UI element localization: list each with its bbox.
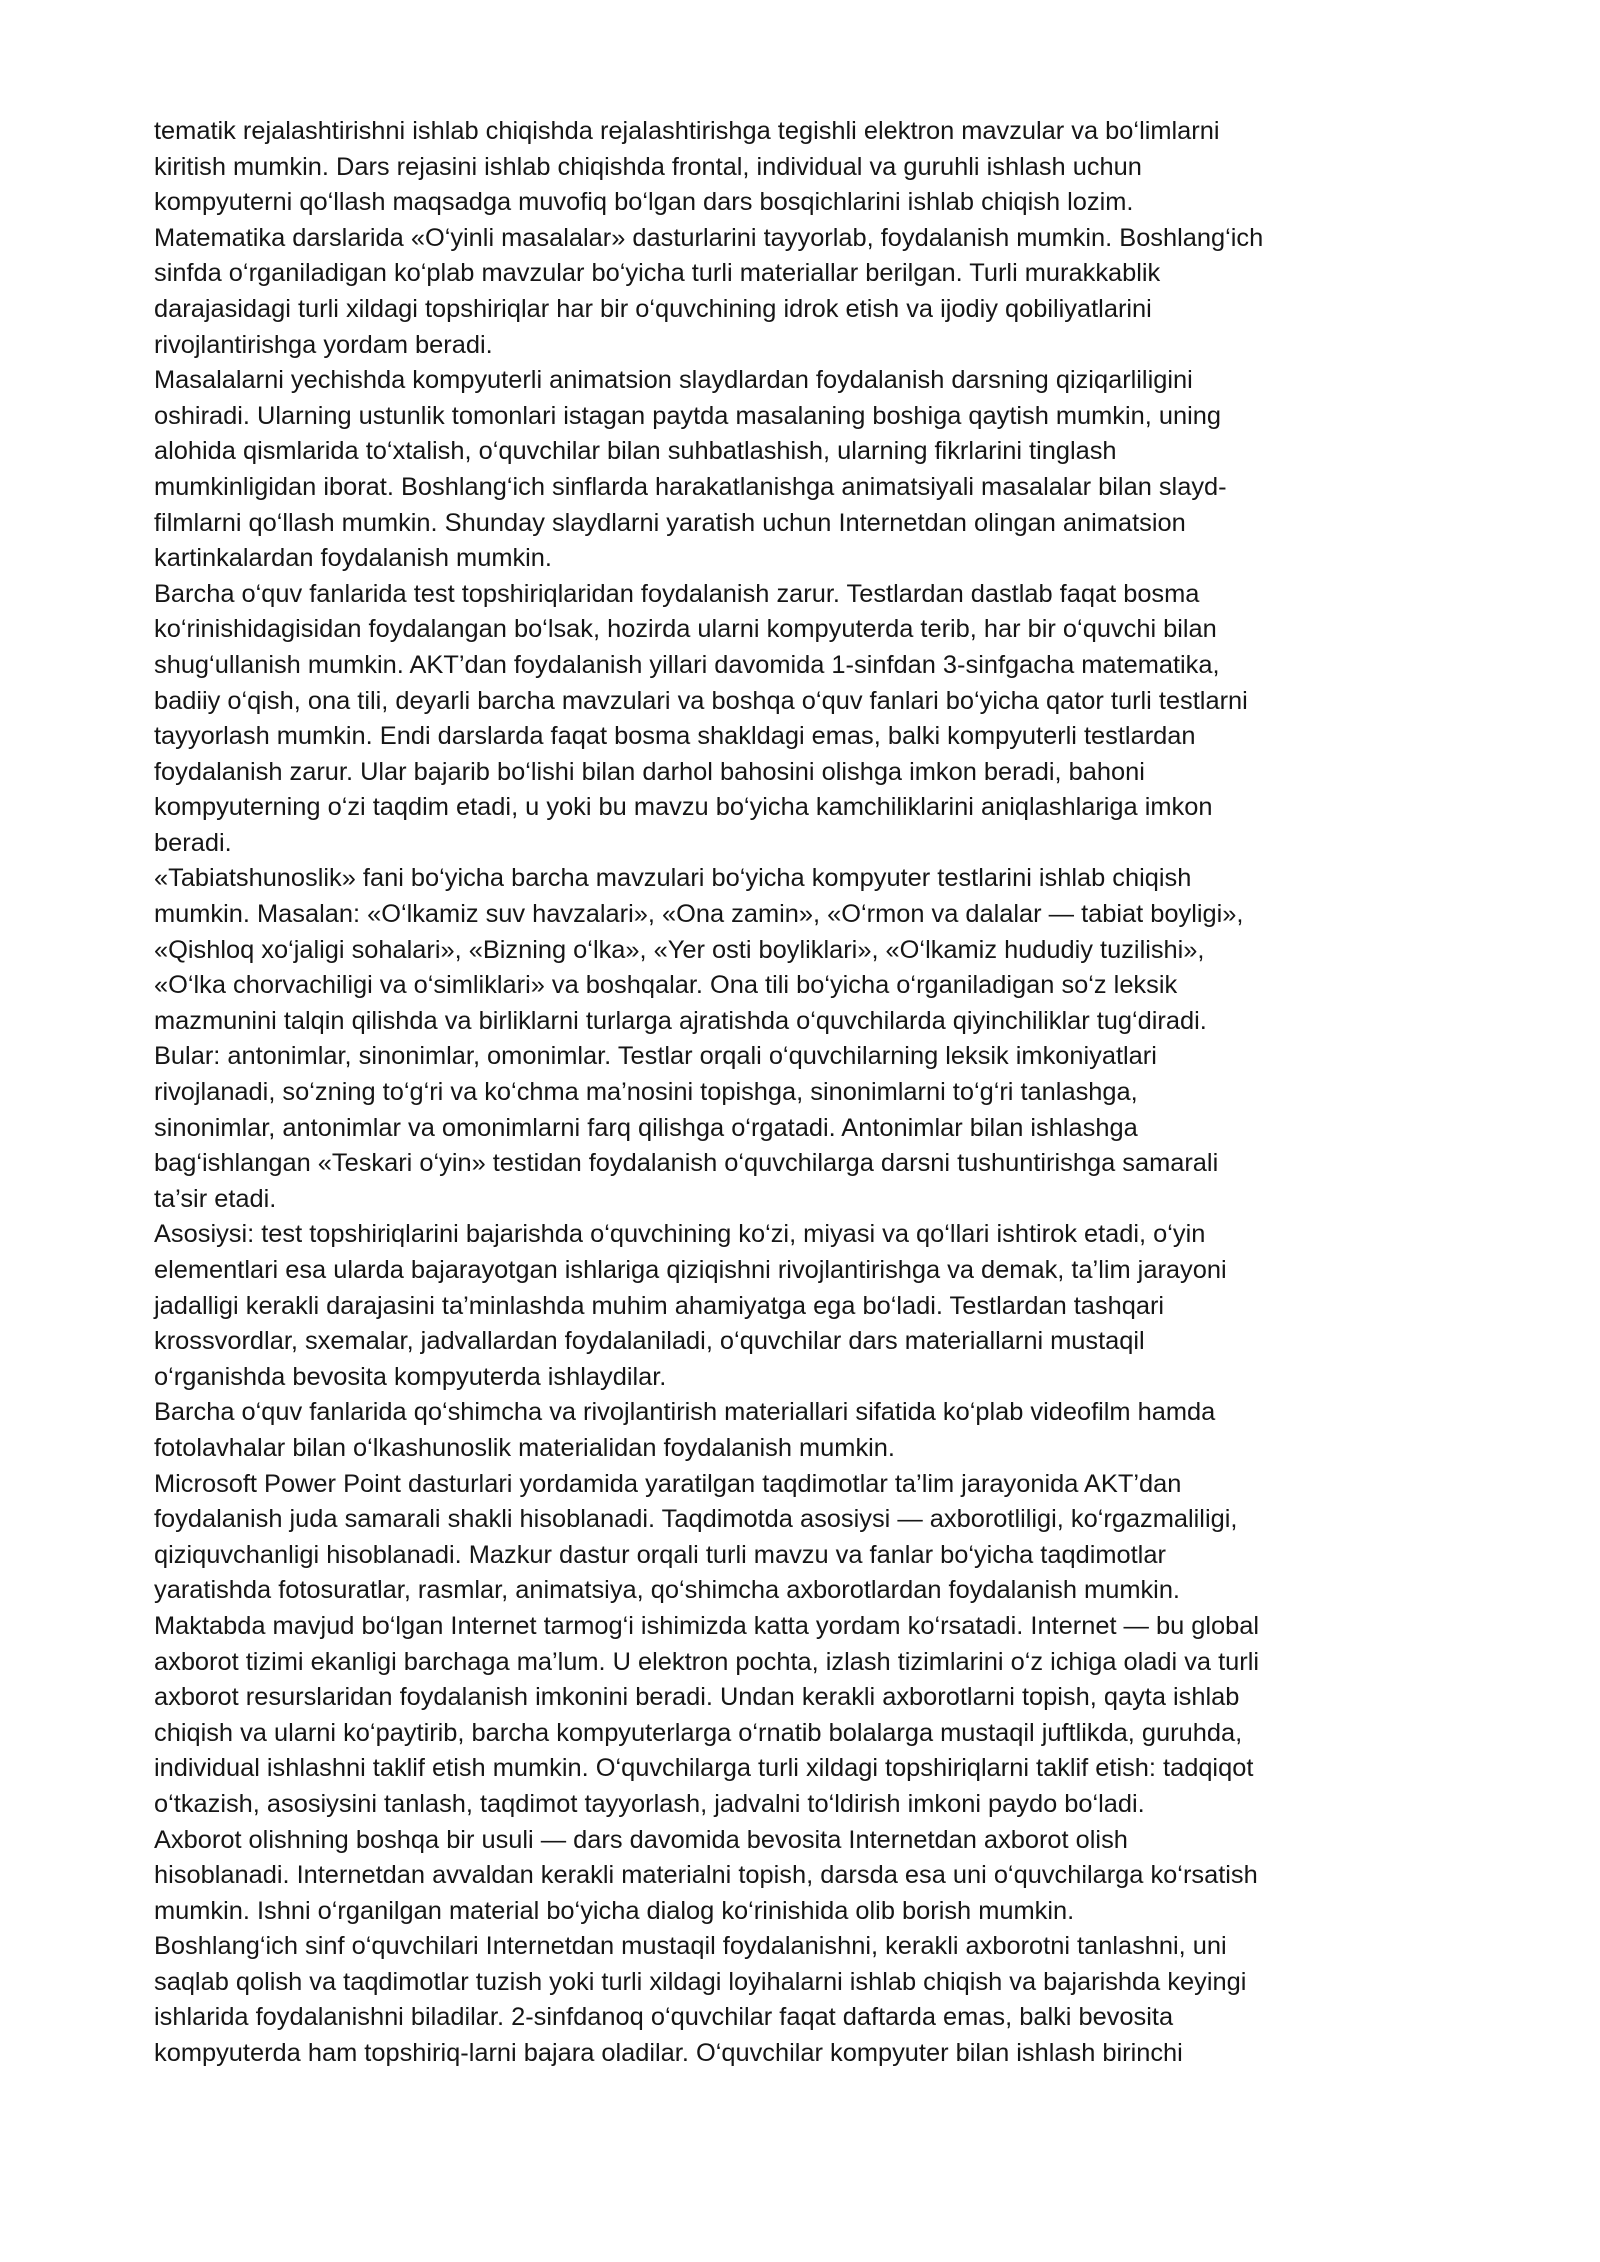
text-line: Matematika darslarida «O‘yinli masalalar» dasturlarini tayyorlab, foydalanish mumkin. Boshlang‘ich <box>154 223 1264 252</box>
text-line: mumkin. Ishni o‘rganilgan material bo‘yicha dialog ko‘rinishida olib borish mumkin. <box>154 1896 1075 1925</box>
text-line: o‘rganishda bevosita kompyuterda ishlaydilar. <box>154 1362 667 1391</box>
text-line: chiqish va ularni ko‘paytirib, barcha kompyuterlarga o‘rnatib bolalarga mustaqil juftlikda, guruhda, <box>154 1718 1243 1747</box>
text-line: rivojlantirishga yordam beradi. <box>154 330 493 359</box>
text-line: oshiradi. Ularning ustunlik tomonlari istagan paytda masalaning boshiga qaytish mumkin, uning <box>154 401 1222 430</box>
text-line: badiiy o‘qish, ona tili, deyarli barcha mavzulari va boshqa o‘quv fanlari bo‘yicha qator turli testlarni <box>154 686 1248 715</box>
text-line: Bular: antonimlar, sinonimlar, omonimlar. Testlar orqali o‘quvchilarning leksik imkoniyatlari <box>154 1042 1157 1071</box>
text-line: kartinkalardan foydalanish mumkin. <box>154 544 552 573</box>
text-line: axborot tizimi ekanligi barchaga ma’lum. U elektron pochta, izlash tizimlarini o‘z ichiga oladi va turli <box>154 1647 1259 1676</box>
text-line: Axborot olishning boshqa bir usuli — dars davomida bevosita Internetdan axborot olish <box>154 1825 1128 1854</box>
text-line: Barcha o‘quv fanlarida qo‘shimcha va rivojlantirish materiallari sifatida ko‘plab videofilm hamda <box>154 1398 1216 1427</box>
text-line: foydalanish zarur. Ular bajarib bo‘lishi bilan darhol bahosini olishga imkon beradi, bahoni <box>154 757 1145 786</box>
text-line: shug‘ullanish mumkin. AKT’dan foydalanish yillari davomida 1-sinfdan 3-sinfgacha matematika, <box>154 650 1220 679</box>
text-line: «Tabiatshunoslik» fani bo‘yicha barcha mavzulari bo‘yicha kompyuter testlarini ishlab chiqish <box>154 864 1192 893</box>
text-line: «O‘lka chorvachiligi va o‘simliklari» va boshqalar. Ona tili bo‘yicha o‘rganiladigan so‘z leksik <box>154 971 1178 1000</box>
text-line: darajasidagi turli xildagi topshiriqlar har bir o‘quvchining idrok etish va ijodiy qobiliyatlarini <box>154 294 1152 323</box>
text-line: mumkinligidan iborat. Boshlang‘ich sinflarda harakatlanishga animatsiyali masalalar bilan slayd- <box>154 472 1227 501</box>
text-line: tematik rejalashtirishni ishlab chiqishda rejalashtirishga tegishli elektron mavzular va bo‘limlarni <box>154 117 1220 145</box>
text-line: elementlari esa ularda bajarayotgan ishlariga qiziqishni rivojlantirishga va demak, ta’lim jarayoni <box>154 1256 1227 1284</box>
text-line: kiritish mumkin. Dars rejasini ishlab chiqishda frontal, individual va guruhli ishlash uchun <box>154 152 1142 181</box>
text-line: axborot resurslaridan foydalanish imkonini beradi. Undan kerakli axborotlarni topish, qayta ishlab <box>154 1683 1240 1712</box>
text-line: rivojlanadi, so‘zning to‘g‘ri va ko‘chma ma’nosini topishga, sinonimlarni to‘g‘ri tanlashga, <box>154 1078 1138 1107</box>
text-line: mumkin. Masalan: «O‘lkamiz suv havzalari», «Ona zamin», «O‘rmon va dalalar — tabiat boyligi», <box>154 900 1244 929</box>
text-line: ishlarida foydalanishni biladilar. 2-sinfdanoq o‘quvchilar faqat daftarda emas, balki bevosita <box>154 2003 1174 2032</box>
text-line: ko‘rinishidagisidan foydalangan bo‘lsak, hozirda ularni kompyuterda terib, har bir o‘quvchi bilan <box>154 615 1217 644</box>
text-line: jadalligi kerakli darajasini ta’minlashda muhim ahamiyatga ega bo‘ladi. Testlardan tashqari <box>154 1291 1165 1320</box>
text-line: Barcha o‘quv fanlarida test topshiriqlaridan foydalanish zarur. Testlardan dastlab faqat bosma <box>154 579 1200 608</box>
text-line: Maktabda mavjud bo‘lgan Internet tarmog‘i ishimizda katta yordam ko‘rsatadi. Internet — bu global <box>154 1611 1260 1640</box>
text-line: tayyorlash mumkin. Endi darslarda faqat bosma shakldagi emas, balki kompyuterli testlardan <box>154 722 1196 751</box>
text-line: yaratishda fotosuratlar, rasmlar, animatsiya, qo‘shimcha axborotlardan foydalanish mumkin. <box>154 1576 1180 1605</box>
text-line: beradi. <box>154 828 232 857</box>
text-line: alohida qismlarida to‘xtalish, o‘quvchilar bilan suhbatlashish, ularning fikrlarini tinglash <box>154 437 1117 466</box>
text-line: kompyuterning o‘zi taqdim etadi, u yoki bu mavzu bo‘yicha kamchiliklarini aniqlashlariga imkon <box>154 793 1213 822</box>
text-line: krossvordlar, sxemalar, jadvallardan foydalaniladi, o‘quvchilar dars materiallarni mustaqil <box>154 1327 1145 1356</box>
text-line: qiziquvchanligi hisoblanadi. Mazkur dastur orqali turli mavzu va fanlar bo‘yicha taqdimotlar <box>154 1540 1166 1569</box>
text-line: individual ishlashni taklif etish mumkin. O‘quvchilarga turli xildagi topshiriqlarni taklif etish: tadqiqot <box>154 1754 1254 1783</box>
body-text <box>154 114 1514 2072</box>
text-line: kompyuterni qo‘llash maqsadga muvofiq bo‘lgan dars bosqichlarini ishlab chiqish lozim. <box>154 188 1134 217</box>
text-line: Masalalarni yechishda kompyuterli animatsion slaydlardan foydalanish darsning qiziqarliligini <box>154 366 1193 395</box>
text-line: bag‘ishlangan «Teskari o‘yin» testidan foydalanish o‘quvchilarga darsni tushuntirishga samarali <box>154 1149 1219 1178</box>
text-line: filmlarni qo‘llash mumkin. Shunday slaydlarni yaratish uchun Internetdan olingan animatsion <box>154 508 1186 537</box>
text-line: «Qishloq xo‘jaligi sohalari», «Bizning o‘lka», «Yer osti boyliklari», «O‘lkamiz hududiy tuzilishi», <box>154 935 1205 964</box>
text-line: sinonimlar, antonimlar va omonimlarni farq qilishga o‘rgatadi. Antonimlar bilan ishlashga <box>154 1113 1138 1142</box>
text-line: fotolavhalar bilan o‘lkashunoslik materialidan foydalanish mumkin. <box>154 1433 895 1462</box>
text-line: kompyuterda ham topshiriq-larni bajara oladilar. O‘quvchilar kompyuter bilan ishlash birinchi <box>154 2039 1183 2068</box>
text-line: Asosiysi: test topshiriqlarini bajarishda o‘quvchining ko‘zi, miyasi va qo‘llari ishtirok etadi, o‘yin <box>154 1220 1206 1249</box>
text-line: Boshlang‘ich sinf o‘quvchilari Internetdan mustaqil foydalanishni, kerakli axborotni tanlashni, uni <box>154 1932 1227 1961</box>
text-line: foydalanish juda samarali shakli hisoblanadi. Taqdimotda asosiysi — axborotliligi, ko‘rgazmaliligi, <box>154 1505 1238 1534</box>
text-line: sinfda o‘rganiladigan ko‘plab mavzular bo‘yicha turli materiallar berilgan. Turli murakkablik <box>154 259 1161 288</box>
text-line: o‘tkazish, asosiysini tanlash, taqdimot tayyorlash, jadvalni to‘ldirish imkoni paydo bo‘ladi. <box>154 1789 1145 1818</box>
text-line: Microsoft Power Point dasturlari yordamida yaratilgan taqdimotlar ta’lim jarayonida AKT’dan <box>154 1469 1182 1498</box>
text-line: mazmunini talqin qilishda va birliklarni turlarga ajratishda o‘quvchilarda qiyinchiliklar tug‘diradi. <box>154 1006 1207 1035</box>
text-line: ta’sir etadi. <box>154 1184 277 1213</box>
text-line: hisoblanadi. Internetdan avvaldan kerakli materialni topish, darsda esa uni o‘quvchilarga ko‘rsatish <box>154 1861 1258 1890</box>
text-line: saqlab qolish va taqdimotlar tuzish yoki turli xildagi loyihalarni ishlab chiqish va bajarishda keyingi <box>154 1967 1247 1996</box>
